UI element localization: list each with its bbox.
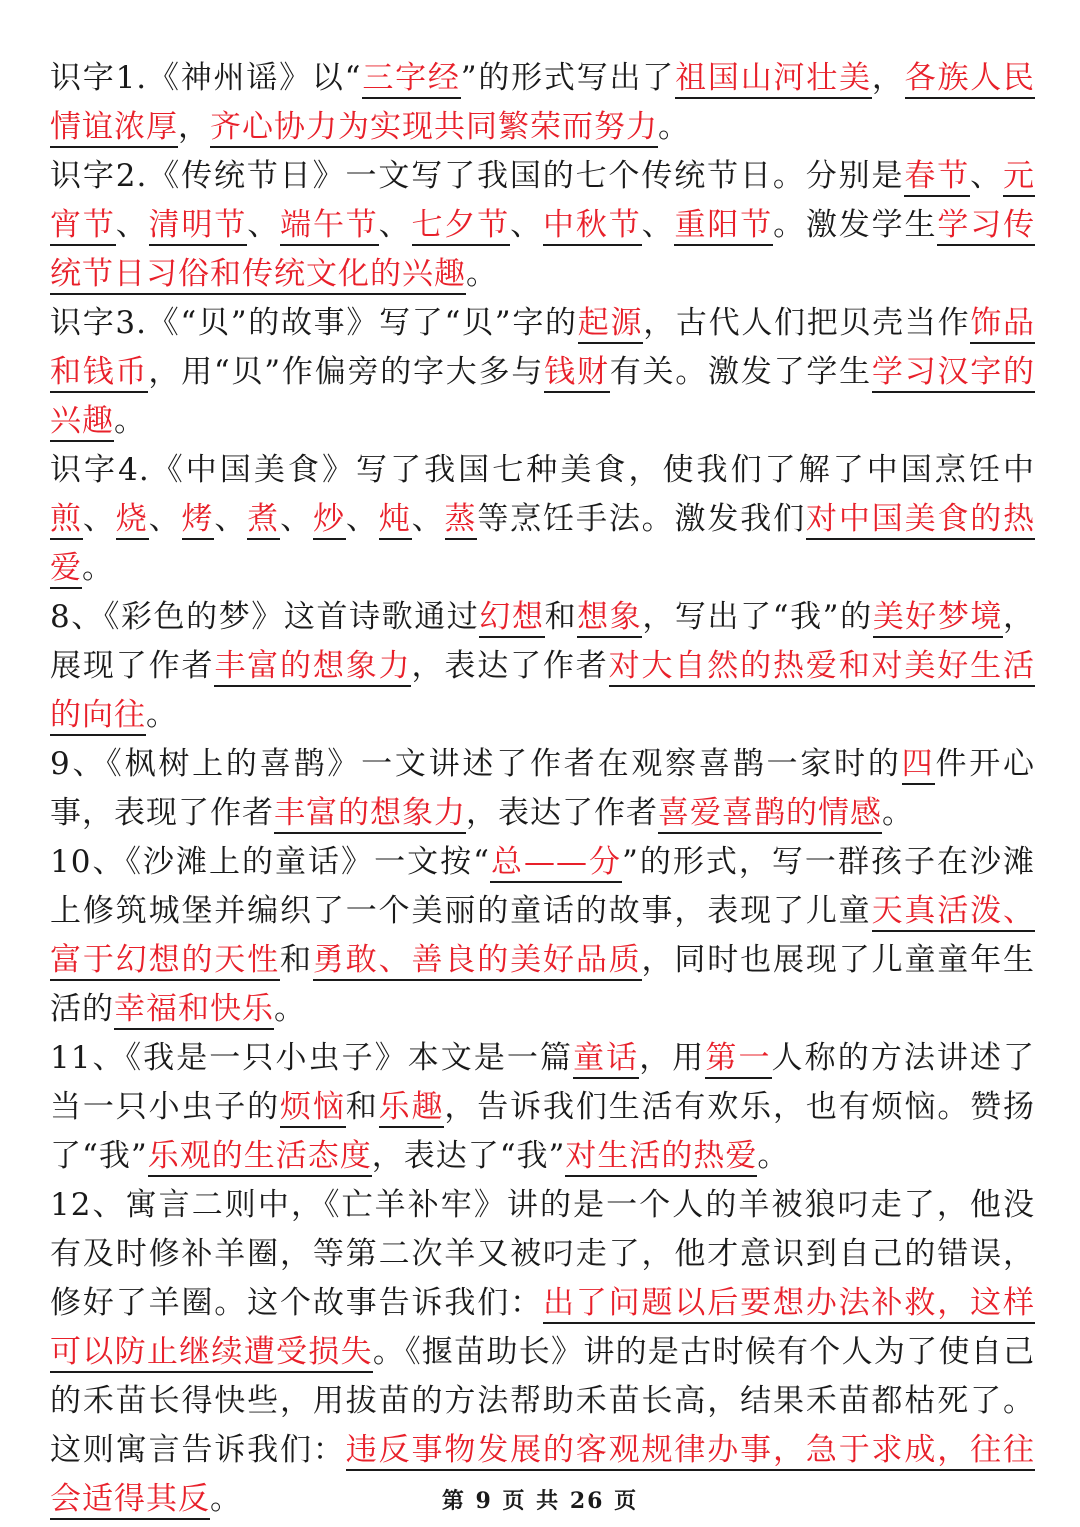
body-text: ，表达了作者 <box>466 795 658 831</box>
highlighted-answer: 第一 <box>705 1040 771 1079</box>
body-text: 、 <box>641 207 675 243</box>
body-text: ，表达了作者 <box>411 648 609 684</box>
highlighted-answer: 幻想 <box>479 599 544 638</box>
document-body <box>50 54 1035 1524</box>
highlighted-answer: 蒸 <box>445 501 478 540</box>
highlighted-answer: 三字经 <box>362 60 461 99</box>
body-text: 。激发学生 <box>773 207 938 243</box>
highlighted-answer: 童话 <box>573 1040 639 1079</box>
body-text: 、 <box>345 501 379 537</box>
body-text: 识字2.《传统节日》一文写了我国的七个传统节日。分别是 <box>50 158 905 194</box>
body-text: 。《揠苗助长》讲的是古时候有个人为了使自己的禾苗长得快些，用拔苗的方法帮助禾苗长高，结果禾苗都枯死了。这则寓言告诉我们： <box>50 1334 1036 1468</box>
body-text: ，用“贝”作偏旁的字大多与 <box>148 354 545 390</box>
body-text: 和 <box>544 599 578 635</box>
body-text: 。 <box>882 795 914 831</box>
body-text: ”的形式，写一群孩子在沙滩上修筑城堡并编织了一个美丽的童话的故事，表现了儿童 <box>50 844 1036 929</box>
body-text: 。 <box>114 403 146 439</box>
body-text: 10、《沙滩上的童话》一文按“ <box>50 844 490 880</box>
highlighted-answer: 祖国山河壮美 <box>675 60 872 99</box>
highlighted-answer: 起源 <box>578 305 643 344</box>
highlighted-answer: 出了问题以后要想办法补救，这样可以防止继续遭受损失 <box>50 1285 1035 1373</box>
body-text: 、 <box>115 207 149 243</box>
highlighted-answer: 乐趣 <box>379 1089 445 1128</box>
highlighted-answer: 丰富的想象力 <box>214 648 411 687</box>
highlighted-answer: 喜爱喜鹊的情感 <box>658 795 882 834</box>
body-text: 、 <box>411 501 445 537</box>
body-text: 等烹饪手法。激发我们 <box>477 501 806 537</box>
body-text: ，表达了“我” <box>371 1138 566 1174</box>
paragraph <box>50 740 1035 838</box>
body-text: 。 <box>146 697 178 733</box>
highlighted-answer: 元宵节 <box>50 158 1035 246</box>
body-text: 识字4.《中国美食》写了我国七种美食，使我们了解了中国烹饪中 <box>50 452 1035 488</box>
body-text: 8、《彩色的梦》这首诗歌通过 <box>50 599 480 635</box>
body-text: ，同时也展现了儿童童年生活的 <box>50 942 1036 1027</box>
body-text: 。 <box>210 1481 242 1517</box>
highlighted-answer: 四 <box>902 746 936 785</box>
highlighted-answer: 各族人民情谊浓厚 <box>50 60 1035 148</box>
highlighted-answer: 对中国美食的热爱 <box>50 501 1035 589</box>
highlighted-answer: 总——分 <box>490 844 622 883</box>
highlighted-answer: 煮 <box>247 501 280 540</box>
body-text: ，用 <box>639 1040 706 1076</box>
body-text: 和 <box>345 1089 379 1125</box>
highlighted-answer: 清明节 <box>149 207 248 246</box>
body-text: 和 <box>280 942 313 978</box>
body-text: ， <box>871 60 905 96</box>
highlighted-answer: 钱财 <box>544 354 610 393</box>
highlighted-answer: 齐心协力为实现共同繁荣而努力 <box>210 109 658 148</box>
body-text: 、 <box>82 501 116 537</box>
highlighted-answer: 七夕节 <box>412 207 511 246</box>
body-text: 件开心事，表现了作者 <box>50 746 1036 831</box>
body-text: 。 <box>274 991 306 1027</box>
highlighted-answer: 幸福和快乐 <box>114 991 274 1030</box>
paragraph <box>50 152 1035 299</box>
body-text: ”的形式写出了 <box>460 60 676 96</box>
paragraph <box>50 446 1035 593</box>
paragraph <box>50 1034 1035 1181</box>
body-text: 12、寓言二则中，《亡羊补牢》讲的是一个人的羊被狼叼走了，他没有及时修补羊圈，等第二次羊又被叼走了，他才意识到自己的错误，修好了羊圈。这个故事告诉我们： <box>50 1187 1035 1321</box>
body-text: 有关。激发了学生 <box>609 354 872 390</box>
body-text: 、 <box>214 501 248 537</box>
body-text: ，古代人们把贝壳当作 <box>643 305 971 341</box>
highlighted-answer: 重阳节 <box>674 207 773 246</box>
highlighted-answer: 烤 <box>182 501 215 540</box>
highlighted-answer: 烧 <box>116 501 149 540</box>
body-text: 、 <box>510 207 544 243</box>
highlighted-answer: 想象 <box>577 599 642 638</box>
highlighted-answer: 饰品和钱币 <box>50 305 1035 393</box>
body-text: ， <box>178 109 210 145</box>
highlighted-answer: 勇敢、善良的美好品质 <box>313 942 642 981</box>
highlighted-answer: 煎 <box>50 501 83 540</box>
highlighted-answer: 丰富的想象力 <box>274 795 466 834</box>
body-text: ，写出了“我”的 <box>642 599 873 635</box>
body-text: ，展现了作者 <box>50 599 1036 684</box>
page-number-footer: 第 9 页 共 26 页 <box>441 1488 639 1514</box>
paragraph <box>50 54 1035 152</box>
highlighted-answer: 对生活的热爱 <box>565 1138 757 1177</box>
body-text: 、 <box>148 501 182 537</box>
highlighted-answer: 学习汉字的兴趣 <box>50 354 1035 442</box>
highlighted-answer: 违反事物发展的客观规律办事，急于求成，往往会适得其反 <box>50 1432 1035 1520</box>
body-text: 人称的方法讲述了当一只小虫子的 <box>50 1040 1036 1125</box>
highlighted-answer: 天真活泼、富于幻想的天性 <box>50 893 1035 981</box>
body-text: ，告诉我们生活有欢乐，也有烦恼。赞扬了“我” <box>50 1089 1036 1174</box>
highlighted-answer: 炒 <box>313 501 346 540</box>
body-text: 、 <box>247 207 281 243</box>
paragraph <box>50 838 1035 1034</box>
body-text: 识字3.《“贝”的故事》写了“贝”字的 <box>50 305 578 341</box>
highlighted-answer: 炖 <box>379 501 412 540</box>
highlighted-answer: 中秋节 <box>543 207 642 246</box>
body-text: 、 <box>970 158 1004 194</box>
body-text: 、 <box>378 207 412 243</box>
body-text: 。 <box>466 256 498 292</box>
body-text: 11、《我是一只小虫子》本文是一篇 <box>50 1040 574 1076</box>
highlighted-answer: 美好梦境 <box>873 599 1003 638</box>
highlighted-answer: 端午节 <box>280 207 379 246</box>
paragraph <box>50 1181 1035 1524</box>
body-text: 识字1.《神州谣》以“ <box>50 60 362 96</box>
paragraph <box>50 299 1035 446</box>
body-text: 、 <box>280 501 313 537</box>
highlighted-answer: 对大自然的热爱和对美好生活的向往 <box>50 648 1035 736</box>
paragraph <box>50 593 1035 740</box>
body-text: 。 <box>82 550 114 586</box>
body-text: 。 <box>757 1138 790 1174</box>
highlighted-answer: 烦恼 <box>280 1089 346 1128</box>
highlighted-answer: 乐观的生活态度 <box>148 1138 372 1177</box>
highlighted-answer: 学习传统节日习俗和传统文化的兴趣 <box>50 207 1035 295</box>
body-text: 。 <box>658 109 690 145</box>
body-text: 9、《枫树上的喜鹊》一文讲述了作者在观察喜鹊一家时的 <box>50 746 902 782</box>
highlighted-answer: 春节 <box>904 158 970 197</box>
